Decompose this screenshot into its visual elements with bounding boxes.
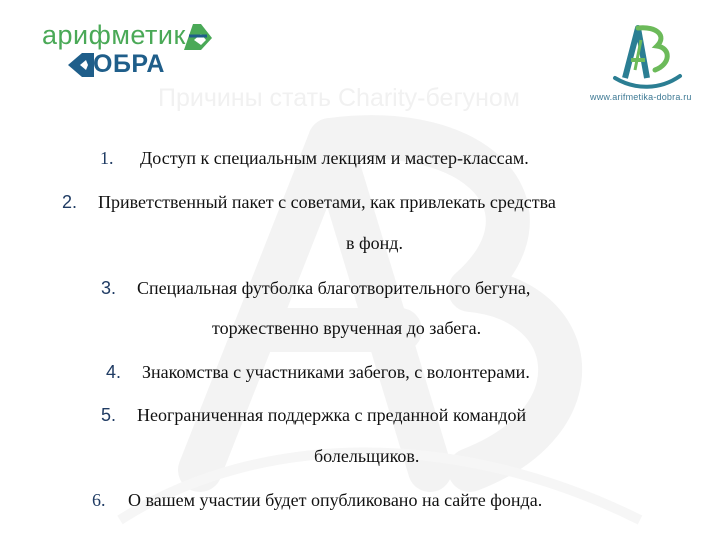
list-item xyxy=(62,192,556,213)
item-number: 2. xyxy=(62,192,78,212)
item-number: 3. xyxy=(101,278,117,298)
item-text: Доступ к специальным лекциям и мастер-классам. xyxy=(140,148,529,168)
item-text: Знакомства с участниками забегов, с волонтерами. xyxy=(142,362,530,382)
item-number: 6. xyxy=(92,490,106,510)
list-item xyxy=(106,362,530,383)
brand-d-icon xyxy=(66,51,96,79)
item-text: Приветственный пакет с советами, как привлекать средства xyxy=(98,192,556,212)
brand-name-bottom: ОБРА xyxy=(93,50,165,78)
brand-logo xyxy=(38,18,228,80)
brand-name-top: арифметик xyxy=(42,20,186,50)
slide-title: Причины стать Charity-бегуном xyxy=(158,84,520,112)
list-item-continuation: болельщиков. xyxy=(314,446,420,466)
rocking-horse-logo-icon xyxy=(605,20,685,90)
brand-triangle-icon xyxy=(181,22,215,52)
item-number: 5. xyxy=(101,405,117,425)
item-text: Специальная футболка благотворительного бегуна, xyxy=(137,278,531,298)
item-number: 1. xyxy=(100,148,114,168)
site-url: www.arifmetika-dobra.ru xyxy=(590,92,692,102)
list-item xyxy=(100,148,529,169)
list-item-continuation: в фонд. xyxy=(346,233,403,253)
list-item-continuation: торжественно врученная до забега. xyxy=(212,318,482,338)
item-number: 4. xyxy=(106,362,122,382)
item-text: О вашем участии будет опубликовано на сайте фонда. xyxy=(128,490,543,510)
item-text: Неограниченная поддержка с преданной командой xyxy=(137,405,527,425)
list-item xyxy=(101,405,526,426)
list-item xyxy=(92,490,542,511)
list-item xyxy=(101,278,530,299)
